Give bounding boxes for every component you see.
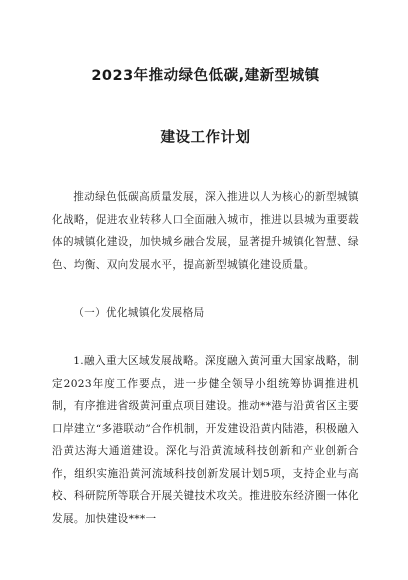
section-heading: （一）优化城镇化发展格局 xyxy=(73,307,205,319)
body-paragraph: 1.融入重大区域发展战略。深度融入黄河重大国家战略，制定2023年度工作要点，进一步健全领导小组统筹协调推进机制，有序推进省级黄河重点项目建设。推动**港与沿黄省区主要口岸建立“多港联动”合作机制，开发建设沿黄内陆港，积极融入沿黄达海大通道建设。深化与沿黄流域科技创新和产业创新合作，组织实施沿黄河流域科技创新发展计划5项，支持企业与高校、科研院所等联合开展关键技术攻关。推进胶东经济圈一体化发展。加快建设***一 xyxy=(52,355,360,525)
document-title-line-2: 建设工作计划 xyxy=(160,130,251,146)
intro-paragraph: 推动绿色低碳高质量发展，深入推进以人为核心的新型城镇化战略，促进农业转移人口全面融入城市，推进以县城为重要载体的城镇化建设，加快城乡融合发展，显著提升城镇化智慧、绿色、均衡、双向发展水平，提高新型城镇化建设质量。 xyxy=(52,191,359,271)
document-title-line-1: 2023年推动绿色低碳,建新型城镇 xyxy=(91,68,320,84)
